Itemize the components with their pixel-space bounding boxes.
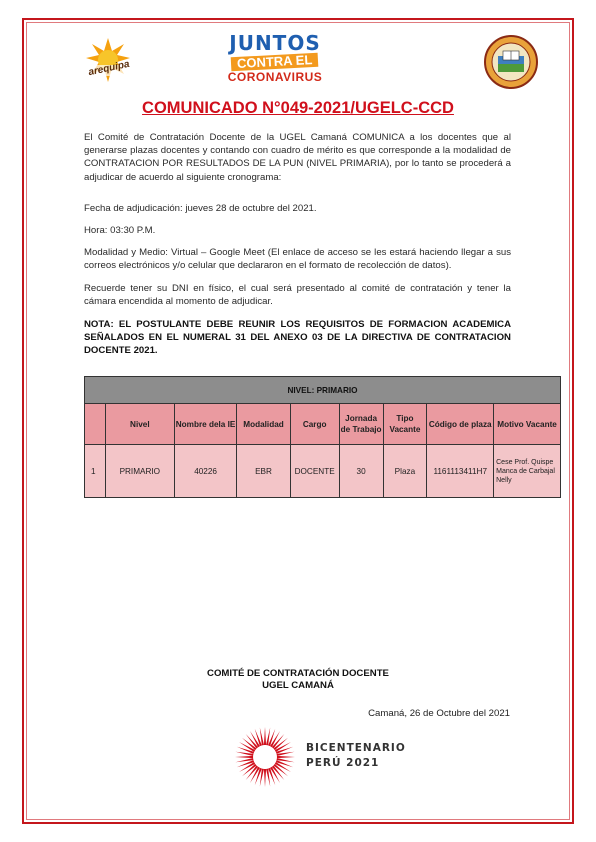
logo-line-juntos: JUNTOS xyxy=(229,31,321,55)
cell-cargo: DOCENTE xyxy=(290,445,339,498)
ugel-seal-logo xyxy=(483,34,539,90)
cell-jornada: 30 xyxy=(339,445,383,498)
bicentenario-ray xyxy=(264,769,266,787)
juntos-contra-coronavirus-logo xyxy=(205,33,345,88)
cell-codigo-plaza: 1161113411H7 xyxy=(427,445,494,498)
adjudicacion-table xyxy=(84,376,561,498)
bicentenario-ray xyxy=(264,727,266,745)
bicentenario-ray xyxy=(255,768,262,785)
bicentenario-ray xyxy=(268,768,275,785)
col-header-motivo-vacante: Motivo Vacante xyxy=(494,404,561,445)
bicentenario-ray xyxy=(277,756,295,758)
bicentenario-ray xyxy=(235,756,253,758)
col-header-nivel: Nivel xyxy=(105,404,174,445)
logo-left-text: arequipa xyxy=(87,58,131,79)
arequipa-sun-logo xyxy=(78,36,140,88)
signature-line1: COMITÉ DE CONTRATACIÓN DOCENTE xyxy=(207,668,389,679)
cell-nivel: PRIMARIO xyxy=(105,445,174,498)
bicentenario-logo-mark xyxy=(232,724,298,790)
bicentenario-ray xyxy=(255,729,262,746)
bicentenario-ray xyxy=(237,747,254,754)
col-header-modalidad: Modalidad xyxy=(237,404,290,445)
bicentenario-logo-text xyxy=(306,741,406,771)
page-title: COMUNICADO N°049-2021/UGELC-CCD xyxy=(142,99,454,117)
logo-line-coronavirus: CORONAVIRUS xyxy=(227,70,323,84)
cell-index: 1 xyxy=(85,445,106,498)
bicentenario-ray xyxy=(268,729,275,746)
modalidad-paragraph: Modalidad y Medio: Virtual – Google Meet (El enlace de acceso se les estará haciendo llegar a sus correos electrónicos y/o celular que declararon en el formato de recolección de datos). xyxy=(84,247,511,272)
cell-motivo-vacante: Cese Prof. Quispe Manca de Carbajal Nelly xyxy=(494,445,561,498)
table-row xyxy=(85,445,561,498)
col-header-cargo: Cargo xyxy=(290,404,339,445)
col-header-index xyxy=(85,404,106,445)
cell-nombre-ie: 40226 xyxy=(174,445,237,498)
bicentenario-ray xyxy=(276,747,293,754)
signature-line2: UGEL CAMANÁ xyxy=(262,680,334,691)
bicentenario-line2: PERÚ 2021 xyxy=(306,757,380,769)
col-header-nombre-ie: Nombre dela IE xyxy=(174,404,237,445)
fecha-paragraph: Fecha de adjudicación: jueves 28 de octubre del 2021. xyxy=(84,203,317,214)
logo-line-contra: CONTRA EL xyxy=(231,53,319,72)
cell-modalidad: EBR xyxy=(237,445,290,498)
bicentenario-line1: BICENTENARIO xyxy=(306,742,406,754)
col-header-tipo-vacante: Tipo Vacante xyxy=(383,404,427,445)
bicentenario-ray xyxy=(237,760,254,767)
col-header-jornada: Jornada de Trabajo xyxy=(339,404,383,445)
place-date: Camaná, 26 de Octubre del 2021 xyxy=(368,708,510,719)
bicentenario-ray xyxy=(276,760,293,767)
recuerde-paragraph: Recuerde tener su DNI en físico, el cual será presentado al comité de contratación y tener la cámara encendida al momento de adjudicar. xyxy=(84,283,511,308)
cell-tipo-vacante: Plaza xyxy=(383,445,427,498)
hora-paragraph: Hora: 03:30 P.M. xyxy=(84,225,156,236)
nota-paragraph: NOTA: EL POSTULANTE DEBE REUNIR LOS REQUISITOS DE FORMACION ACADEMICA SEÑALADOS EN EL NUMERAL 31 DEL ANEXO 03 DE LA DIRECTIVA DE CONTRATACION DOCENTE 2021. xyxy=(84,319,511,357)
intro-paragraph: El Comité de Contratación Docente de la UGEL Camaná COMUNICA a los docentes que al generarse plazas docentes y contando con cuadro de mérito es que corresponde a la modalidad de CONTRATACION POR RESULTADOS DE LA PUN (NIVEL PRIMARIA), por lo tanto se procederá a adjudicar de acuerdo al siguiente cronograma: xyxy=(84,132,511,183)
col-header-codigo-plaza: Código de plaza xyxy=(427,404,494,445)
table-group-header: NIVEL: PRIMARIO xyxy=(85,377,561,404)
